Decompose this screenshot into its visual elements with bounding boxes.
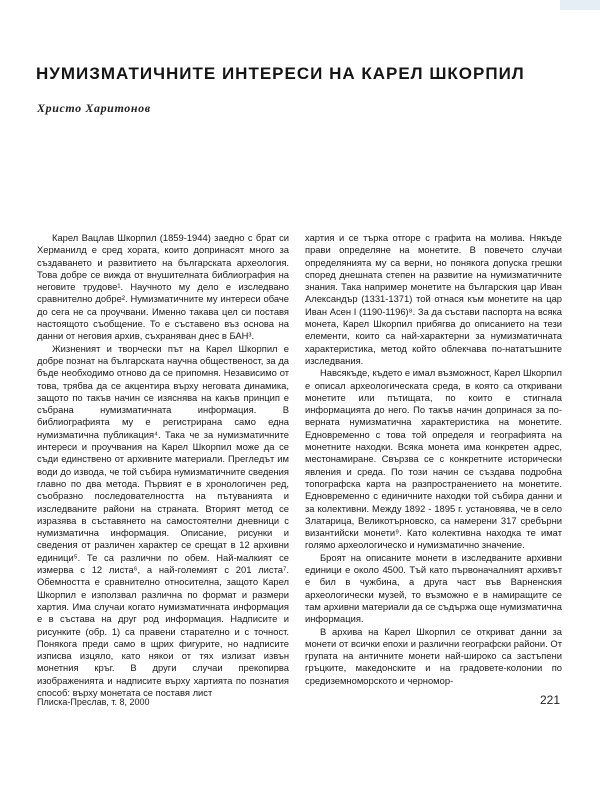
article-title: НУМИЗМАТИЧНИТЕ ИНТЕРЕСИ НА КАРЕЛ ШКОРПИЛ — [36, 64, 525, 83]
paragraph: В архива на Карел Шкорпил се откриват данни за монети от всички епохи и различни географски райони. От групата на античните монети най-широко са застъпени гръцките, македонските и на градовете-колонии по средиземноморското и черномор- — [305, 625, 562, 686]
article-author: Христо Харитонов — [37, 101, 151, 115]
paragraph: Броят на описаните монети в изследваните архивни единици е около 4500. Тъй като първоначалният архивът е бил в чужбина, а друга част във Варненския археологически музей, то възможно е в намиращите се там архивни материали да се съдържа още нумизматична информация. — [305, 551, 562, 625]
text-column-left — [37, 232, 289, 699]
paragraph: Навсякъде, където е имал възможност, Карел Шкорпил е описал археологическата среда, в която са откривани монетите или пътищата, по които е стигнала информацията до него. По такъв начин допринася за по-верната нумизматична характеристика на монетите. Едновременно с това той определя и географията на монетните находки. Всяка монета има конкретен адрес, местонамиране. Свързва се с конкретните исторически явления и среда. По този начин се създава подробна топографска карта на разпространението на монетите. Едновременно с единичните находки той събира данни и за колективни. Между 1892 - 1895 г. установява, че в село Златарица, Великотърновско, са намерени 317 сребърни византийски монети⁹. Като колективна находка те имат голямо археологическо и нумизматично значение. — [305, 367, 562, 551]
scan-edge-mark — [560, 0, 600, 10]
paragraph: Жизненият и творчески път на Карел Шкорпил е добре познат на българската научна общественост, за да бъде необходимо отново да се припомня. Независимо от това, трябва да се акцентира върху неговата динамика, защото по такъв начин се изяснява на какъв принцип е събрана нумизматичната информация. В библиографията му е регистрирана само една нумизматична публикация⁴. Така че за нумизматичните интереси и проучвания на Карел Шкорпил може да се съди единствено от архивните материали. Прегледът им води до извода, че той събира нумизматичните сведения главно по два метода. Първият е в хронологичен ред, съобразно последователността на пътуванията и изследваните райони на страната. Вторият метод се изразява в съставянето на самостоятелни дневници с нумизматична информация. Описание, рисунки и сведения от различен характер се срещат в 12 архивни единици⁵. Те са различни по обем. Най-малкият се измерва с 12 листа⁶, а най-големият с 201 листа⁷. Обемността е сравнително относителна, защото Карел Шкорпил е използвал различна по формат и размери хартия. Има случаи когато нумизматичната информация е в състава на друг род информация. Надписите и рисунките (обр. 1) са правени старателно и с точност. Понякога преди само в щрих фигурите, но надписите изписва изцяло, като някои от тях излизат извън монетния кръг. В други случаи прекопирва изображенията и надписите върху хартията по познатия способ: върху монетата се поставя лист — [37, 342, 289, 698]
page-number: 221 — [540, 693, 561, 707]
paragraph: Карел Вацлав Шкорпил (1859-1944) заедно с брат си Херманилд е сред хората, които допринасят много за създаването и развитието на българската археология. Това добре се вижда от внушителната библиография на неговите трудове¹. Научното му дело е изследвано сравнително добре². Нумизматичните му интереси обаче до сега не са проучвани. Именно такава цел си поставя настоящото съобщение. То е съставено въз основа на данни от неговия архив, съхраняван днес в БАН³. — [37, 232, 289, 342]
paragraph: хартия и се търка отгоре с графита на молива. Някъде прави определяне на монетите. В повечето случаи определянията му са верни, но понякога допуска грешки според днешната степен на развитие на нумизматичните знания. Така например монетите на българския цар Иван Александър (1331-1371) той отнася към монетите на цар Иван Асен I (1190-1196)⁸. За да състави паспорта на всяка монета, Карел Шкорпил прибягва до описанието на тези елементи, които са най-характерни за нумизматичната характеристика, метод който облекчава по-нататъшните изследвания. — [305, 232, 562, 366]
journal-reference: Плиска-Преслав, т. 8, 2000 — [37, 697, 150, 707]
text-column-right — [305, 232, 562, 687]
